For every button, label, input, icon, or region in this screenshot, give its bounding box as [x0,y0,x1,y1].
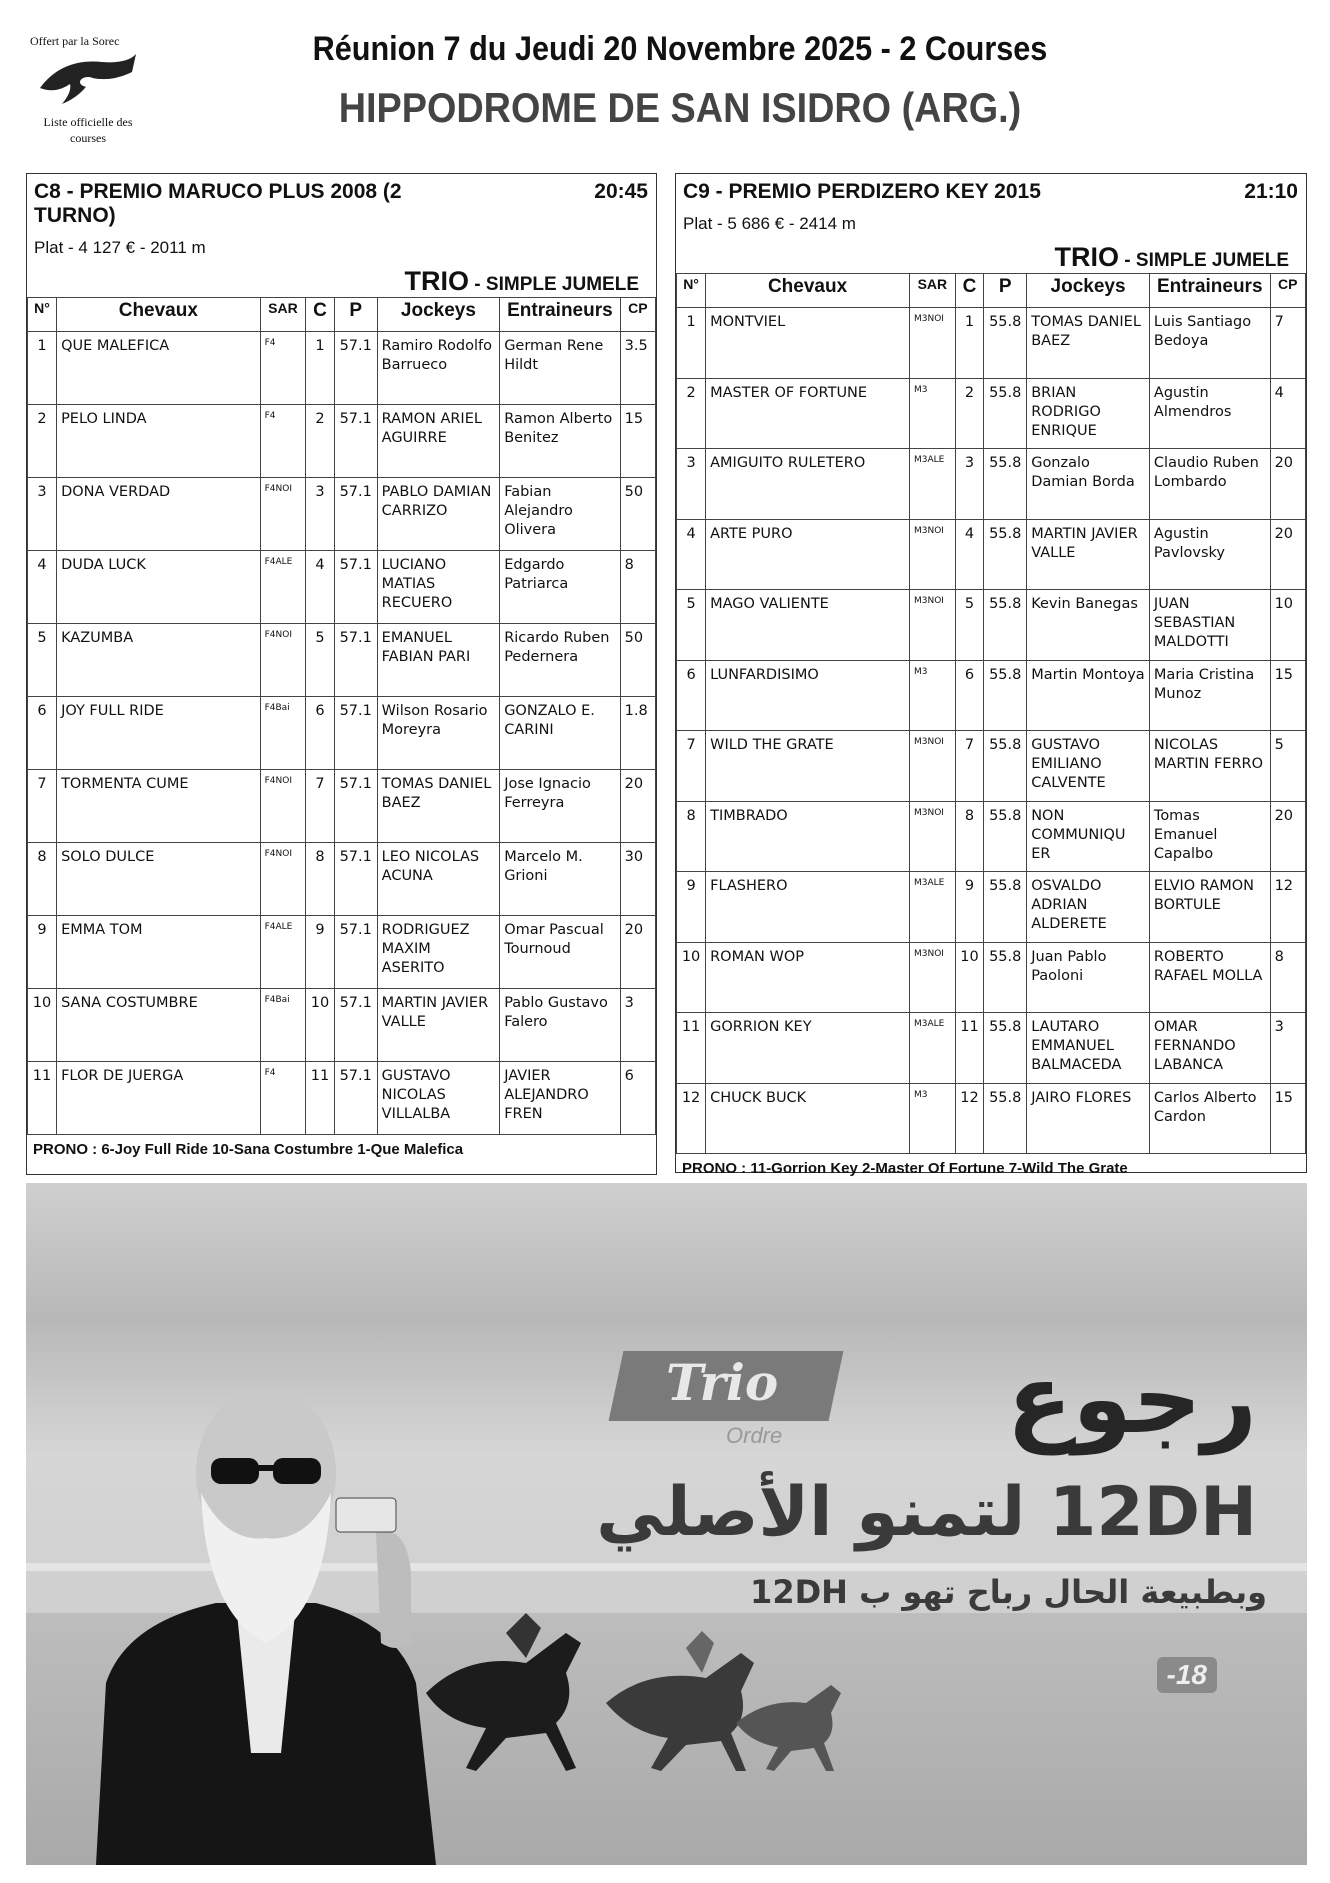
col-sar: SAR [260,298,306,332]
jockey-name: PABLO DAMIAN CARRIZO [377,478,500,551]
race-time: 20:45 [594,180,648,203]
runner-row [28,989,656,1062]
col-p: P [334,298,377,332]
bet-type [683,242,1299,273]
jockey-name: NON COMMUNIQU ER [1027,801,1150,872]
runner-row [677,378,1306,449]
horse-sar: F4 [260,332,306,405]
runner-row [28,697,656,770]
bet-type-sub: - SIMPLE JUMELE [1119,250,1289,271]
horse-sar: F4NOI [260,478,306,551]
horse-c: 8 [306,843,335,916]
logo-top-text: Offert par la Sorec [30,34,120,48]
horse-cp: 8 [1270,942,1305,1013]
trainer-name: Omar Pascual Tournoud [500,916,620,989]
col-c: C [306,298,335,332]
runner-number: 2 [677,378,706,449]
jockey-name: RODRIGUEZ MAXIM ASERITO [377,916,500,989]
race-panel-c9 [675,173,1307,1177]
jockey-name: Juan Pablo Paoloni [1027,942,1150,1013]
horse-c: 9 [306,916,335,989]
horse-cp: 20 [1270,801,1305,872]
racecourse-title: HIPPODROME DE SAN ISIDRO (ARG.) [338,84,1022,131]
table-header-row [28,298,656,332]
runner-row [677,731,1306,802]
horse-weight: 57.1 [334,770,377,843]
horse-c: 5 [955,590,984,661]
jockey-name: Wilson Rosario Moreyra [377,697,500,770]
horse-cp: 7 [1270,308,1305,379]
horse-cp: 3 [1270,1013,1305,1084]
runners-table [676,273,1306,1154]
col-num: N° [28,298,57,332]
runner-row [677,519,1306,590]
horse-c: 6 [955,660,984,731]
jockey-name: LAUTARO EMMANUEL BALMACEDA [1027,1013,1150,1084]
horse-cp: 10 [1270,590,1305,661]
horse-name: EMMA TOM [57,916,261,989]
horse-weight: 55.8 [984,801,1027,872]
runner-row [677,308,1306,379]
col-trainer: Entraineurs [500,298,620,332]
horse-sar: M3NOI [909,731,955,802]
horse-name: WILD THE GRATE [706,731,910,802]
jockey-name: LEO NICOLAS ACUNA [377,843,500,916]
jockey-name: Kevin Banegas [1027,590,1150,661]
horse-weight: 55.8 [984,519,1027,590]
trainer-name: Edgardo Patriarca [500,551,620,624]
horse-weight: 55.8 [984,872,1027,943]
racing-horses-illustration [406,1573,866,1773]
horse-cp: 20 [620,770,655,843]
col-horse: Chevaux [57,298,261,332]
horse-cp: 50 [620,624,655,697]
horse-c: 5 [306,624,335,697]
race-header [676,174,1306,273]
col-c: C [955,274,984,308]
runner-number: 5 [28,624,57,697]
jockey-name: BRIAN RODRIGO ENRIQUE [1027,378,1150,449]
runner-row [28,405,656,478]
jockey-name: MARTIN JAVIER VALLE [1027,519,1150,590]
runner-row [677,801,1306,872]
jockey-name: JAIRO FLORES [1027,1083,1150,1154]
horse-weight: 57.1 [334,916,377,989]
horse-weight: 57.1 [334,697,377,770]
runner-number: 7 [28,770,57,843]
runner-number: 9 [28,916,57,989]
bet-type-main: TRIO [404,266,470,296]
runner-number: 11 [28,1062,57,1135]
horse-weight: 55.8 [984,1013,1027,1084]
horse-sar: F4ALE [260,551,306,624]
horse-cp: 30 [620,843,655,916]
runner-number: 2 [28,405,57,478]
horse-c: 8 [955,801,984,872]
horse-sar: M3NOI [909,519,955,590]
horse-sar: M3 [909,660,955,731]
col-trainer: Entraineurs [1149,274,1270,308]
arabic-price-line: 12DH لتمنو الأصلي [596,1473,1257,1552]
trainer-name: ELVIO RAMON BORTULE [1149,872,1270,943]
runner-row [28,478,656,551]
horse-name: MASTER OF FORTUNE [706,378,910,449]
horse-c: 1 [306,332,335,405]
trainer-name: Pablo Gustavo Falero [500,989,620,1062]
runner-number: 8 [28,843,57,916]
horse-weight: 55.8 [984,942,1027,1013]
horse-cp: 4 [1270,378,1305,449]
horse-name: DONA VERDAD [57,478,261,551]
trainer-name: NICOLAS MARTIN FERRO [1149,731,1270,802]
col-p: P [984,274,1027,308]
horse-weight: 57.1 [334,624,377,697]
arabic-headline: رجوع [1006,1343,1257,1455]
runner-row [28,624,656,697]
horse-sar: M3 [909,1083,955,1154]
runner-row [677,590,1306,661]
runner-row [28,770,656,843]
horse-cp: 1.8 [620,697,655,770]
jockey-name: GUSTAVO NICOLAS VILLALBA [377,1062,500,1135]
runner-number: 5 [677,590,706,661]
bet-type-sub: - SIMPLE JUMELE [469,274,639,295]
jockey-name: Gonzalo Damian Borda [1027,449,1150,520]
jockey-name: Martin Montoya [1027,660,1150,731]
jockey-name: OSVALDO ADRIAN ALDERETE [1027,872,1150,943]
jockey-name: EMANUEL FABIAN PARI [377,624,500,697]
meeting-title: Réunion 7 du Jeudi 20 Novembre 2025 - 2 Courses [312,30,1048,68]
horse-name: AMIGUITO RULETERO [706,449,910,520]
horse-c: 6 [306,697,335,770]
runner-row [28,1062,656,1135]
runner-number: 3 [28,478,57,551]
horse-name: LUNFARDISIMO [706,660,910,731]
race-info: Plat - 5 686 € - 2414 m [683,214,856,233]
horse-cp: 6 [620,1062,655,1135]
horse-weight: 57.1 [334,551,377,624]
horse-sar: M3NOI [909,801,955,872]
horse-weight: 57.1 [334,405,377,478]
col-num: N° [677,274,706,308]
age-restriction-badge: -18 [1157,1657,1217,1693]
jockey-name: TOMAS DANIEL BAEZ [377,770,500,843]
horse-name: FLASHERO [706,872,910,943]
runner-row [28,916,656,989]
horse-cp: 20 [1270,449,1305,520]
horse-name: FLOR DE JUERGA [57,1062,261,1135]
horse-sar: M3NOI [909,942,955,1013]
race-header [27,174,656,297]
horse-name: MONTVIEL [706,308,910,379]
jockey-name: RAMON ARIEL AGUIRRE [377,405,500,478]
trainer-name: JAVIER ALEJANDRO FREN [500,1062,620,1135]
horse-cp: 20 [620,916,655,989]
trainer-name: Ricardo Ruben Pedernera [500,624,620,697]
horse-name: ROMAN WOP [706,942,910,1013]
horse-sar: M3NOI [909,308,955,379]
horse-name: TORMENTA CUME [57,770,261,843]
horse-c: 4 [955,519,984,590]
runner-number: 9 [677,872,706,943]
horse-c: 10 [955,942,984,1013]
col-horse: Chevaux [706,274,910,308]
trainer-name: Tomas Emanuel Capalbo [1149,801,1270,872]
runner-number: 7 [677,731,706,802]
sorec-logo [26,30,146,150]
jockey-name: TOMAS DANIEL BAEZ [1027,308,1150,379]
trainer-name: JUAN SEBASTIAN MALDOTTI [1149,590,1270,661]
horse-name: GORRION KEY [706,1013,910,1084]
runners-table [27,297,656,1135]
horse-cp: 3.5 [620,332,655,405]
runner-number: 3 [677,449,706,520]
horse-weight: 57.1 [334,843,377,916]
trainer-name: Luis Santiago Bedoya [1149,308,1270,379]
horse-sar: F4 [260,1062,306,1135]
horse-weight: 55.8 [984,378,1027,449]
horse-weight: 55.8 [984,449,1027,520]
trainer-name: OMAR FERNANDO LABANCA [1149,1013,1270,1084]
runner-number: 11 [677,1013,706,1084]
trainer-name: ROBERTO RAFAEL MOLLA [1149,942,1270,1013]
horse-weight: 57.1 [334,478,377,551]
horse-c: 11 [306,1062,335,1135]
horse-weight: 55.8 [984,590,1027,661]
horse-sar: M3NOI [909,590,955,661]
trainer-name: Agustin Almendros [1149,378,1270,449]
horse-cp: 15 [620,405,655,478]
trio-ordre-advertisement [26,1183,1307,1865]
col-cp: CP [1270,274,1305,308]
trainer-name: Claudio Ruben Lombardo [1149,449,1270,520]
trainer-name: Fabian Alejandro Olivera [500,478,620,551]
horse-weight: 55.8 [984,1083,1027,1154]
horse-sar: F4NOI [260,843,306,916]
runner-number: 4 [28,551,57,624]
horse-name: PELO LINDA [57,405,261,478]
jockey-name: Ramiro Rodolfo Barrueco [377,332,500,405]
runner-number: 1 [28,332,57,405]
runner-row [677,872,1306,943]
runner-number: 6 [677,660,706,731]
horse-cp: 20 [1270,519,1305,590]
trainer-name: GONZALO E. CARINI [500,697,620,770]
runner-number: 6 [28,697,57,770]
horse-c: 11 [955,1013,984,1084]
horse-name: QUE MALEFICA [57,332,261,405]
horse-name: JOY FULL RIDE [57,697,261,770]
race-name: C8 - PREMIO MARUCO PLUS 2008 (2 TURNO) [34,180,402,227]
arabic-tagline: وبطبيعة الحال رباح تهو ب 12DH [750,1573,1267,1611]
trainer-name: Marcelo M. Grioni [500,843,620,916]
trainer-name: Agustin Pavlovsky [1149,519,1270,590]
horse-logo-icon [32,48,142,112]
horse-sar: M3ALE [909,872,955,943]
horse-c: 2 [306,405,335,478]
horse-weight: 57.1 [334,1062,377,1135]
horse-weight: 57.1 [334,332,377,405]
runner-number: 1 [677,308,706,379]
horse-name: KAZUMBA [57,624,261,697]
horse-cp: 12 [1270,872,1305,943]
horse-c: 7 [306,770,335,843]
horse-c: 12 [955,1083,984,1154]
horse-sar: M3 [909,378,955,449]
prono: PRONO : 6-Joy Full Ride 10-Sana Costumbre 1-Que Malefica [33,1141,464,1158]
runner-number: 8 [677,801,706,872]
runner-number: 4 [677,519,706,590]
horse-name: CHUCK BUCK [706,1083,910,1154]
horse-sar: F4Bai [260,989,306,1062]
runner-row [28,843,656,916]
horse-cp: 15 [1270,1083,1305,1154]
runner-number: 10 [677,942,706,1013]
horse-name: ARTE PURO [706,519,910,590]
horse-name: SOLO DULCE [57,843,261,916]
horse-sar: F4NOI [260,624,306,697]
bet-type-main: TRIO [1054,242,1120,272]
horse-sar: F4NOI [260,770,306,843]
horse-sar: M3ALE [909,449,955,520]
trainer-name: Ramon Alberto Benitez [500,405,620,478]
jockey-name: LUCIANO MATIAS RECUERO [377,551,500,624]
horse-sar: F4ALE [260,916,306,989]
race-info: Plat - 4 127 € - 2011 m [34,238,206,257]
horse-name: MAGO VALIENTE [706,590,910,661]
col-jockey: Jockeys [377,298,500,332]
horse-name: SANA COSTUMBRE [57,989,261,1062]
race-time: 21:10 [1244,180,1298,203]
race-name: C9 - PREMIO PERDIZERO KEY 2015 [683,180,1041,203]
horse-cp: 15 [1270,660,1305,731]
horse-cp: 50 [620,478,655,551]
horse-c: 3 [955,449,984,520]
horse-weight: 55.8 [984,660,1027,731]
horse-weight: 55.8 [984,731,1027,802]
runner-row [677,942,1306,1013]
trainer-name: Maria Cristina Munoz [1149,660,1270,731]
horse-c: 2 [955,378,984,449]
horse-c: 3 [306,478,335,551]
runner-row [677,1013,1306,1084]
horse-name: DUDA LUCK [57,551,261,624]
logo-bottom-text: Liste officielle des courses [43,115,133,145]
trainer-name: German Rene Hildt [500,332,620,405]
trainer-name: Carlos Alberto Cardon [1149,1083,1270,1154]
runner-row [677,1083,1306,1154]
runner-row [677,449,1306,520]
runner-row [28,551,656,624]
horse-c: 1 [955,308,984,379]
bet-type [34,266,649,297]
horse-c: 7 [955,731,984,802]
trainer-name: Jose Ignacio Ferreyra [500,770,620,843]
runner-number: 10 [28,989,57,1062]
horse-sar: M3ALE [909,1013,955,1084]
horse-weight: 57.1 [334,989,377,1062]
jockey-name: GUSTAVO EMILIANO CALVENTE [1027,731,1150,802]
horse-name: TIMBRADO [706,801,910,872]
col-cp: CP [620,298,655,332]
horse-sar: F4Bai [260,697,306,770]
runner-row [28,332,656,405]
col-sar: SAR [909,274,955,308]
horse-cp: 8 [620,551,655,624]
table-header-row [677,274,1306,308]
horse-cp: 3 [620,989,655,1062]
horse-sar: F4 [260,405,306,478]
runner-number: 12 [677,1083,706,1154]
horse-weight: 55.8 [984,308,1027,379]
horse-c: 10 [306,989,335,1062]
jockey-name: MARTIN JAVIER VALLE [377,989,500,1062]
prono: PRONO : 11-Gorrion Key 2-Master Of Fortune 7-Wild The Grate [682,1160,1128,1177]
horse-c: 4 [306,551,335,624]
horse-c: 9 [955,872,984,943]
ordre-label: Ordre [726,1423,783,1448]
runner-row [677,660,1306,731]
race-panel-c8 [26,173,657,1175]
horse-cp: 5 [1270,731,1305,802]
col-jockey: Jockeys [1027,274,1150,308]
trio-label: Trio [666,1353,779,1412]
